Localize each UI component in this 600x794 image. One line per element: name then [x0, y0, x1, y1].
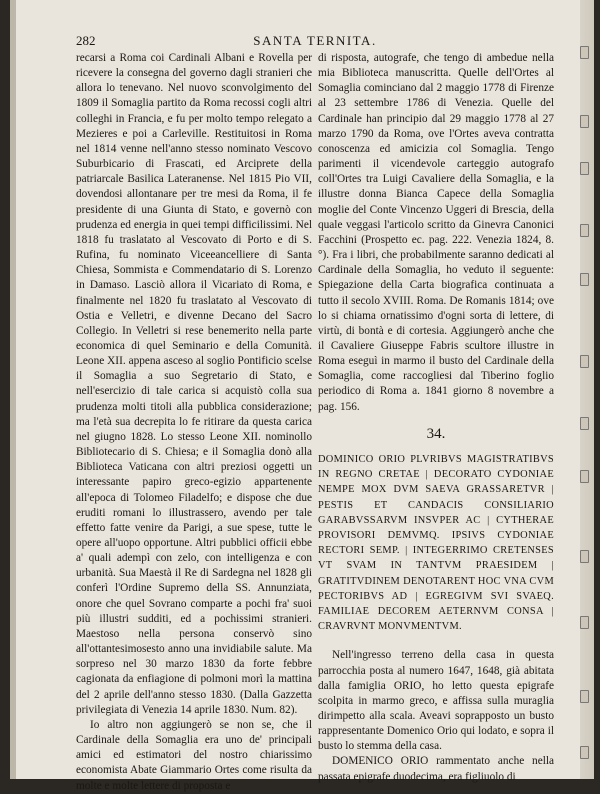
page-gutter: [10, 0, 16, 779]
binding-edge: [580, 0, 594, 779]
right-paragraph-top: di risposta, autografe, che tengo di ambedue nella mia Biblioteca manuscritta. Quelle dell'Ortes al Somaglia cominciano dal 2 maggio 1778 di Firenze al 23 settembre 1786 di Venezia. Quelle del Cardinale han principio dal 29 maggio 1778 al 27 marzo 1790 da Roma, ove l'Ortes aveva contratta conoscenza ed amicizia col Somaglia. Tengo parimenti il vicendevole carteggio autografo coll'Ortes tra Luigi Cavaliere della Somaglia, e la illustre donna Bianca Capece della Somaglia moglie del Conte Vincenzo Uggeri di Brescia, della quale veggasi l'articolo scritto da Ginevra Canonici Facchini (Prospetto ec. pag. 222. Venezia 1824, 8.°). Fra i libri, che probabilmente saranno dedicati al Cardinale della Somaglia, ho veduto il seguente: Spiegazione della Carta biografica continuata a tutto il secolo XVIII. Roma. De Romanis 1814; ove lo si chiama ornatissimo d'ogni sorta di lettere, di virtù, di bontà e di cortesia. Aggiungerò anche che il Cavaliere Giuseppe Fabris scultore illustre in Roma eseguì in marmo il busto del Cardinale della Somaglia, come raccogliesi dal Tiberino foglio periodico di Roma a. 1841 giorno 8 novembre a pag. 156.: [318, 52, 554, 413]
binding-mark: [580, 550, 589, 563]
binding-mark: [580, 162, 589, 175]
left-paragraph-2: Io altro non aggiungerò se non se, che il Cardinale della Somaglia era uno de' principali amici ed estimatori del nostro chiarissimo economista Abate Giammario Ortes come risulta da molte e molte lettere di proposta e: [76, 718, 312, 792]
right-paragraph-2: DOMENICO ORIO rammentato anche nella passata epigrafe duodecima, era figliuolo di: [318, 755, 554, 783]
page-number: 282: [76, 33, 96, 48]
binding-mark: [580, 115, 589, 128]
right-paragraph-1: Nell'ingresso terreno della casa in questa parrocchia posta al numero 1647, 1648, già abitata dalla famiglia ORIO, ho letto questa epigrafe scolpita in marmo greco, e affissa sulla muraglia dirimpetto alla scala. Aveavi soprapposto un busto rappresentante Domenico Orio qui lodato, e sopra il busto lo stemma della casa.: [318, 649, 554, 753]
binding-mark: [580, 355, 589, 368]
binding-mark: [580, 46, 589, 59]
book-page: [10, 0, 594, 792]
running-title: SANTA TERNITA.: [253, 33, 377, 48]
binding-mark: [580, 616, 589, 629]
page-header: [76, 33, 554, 51]
left-column: [76, 51, 312, 794]
binding-mark: [580, 470, 589, 483]
binding-mark: [580, 690, 589, 703]
binding-mark: [580, 224, 589, 237]
binding-mark: [580, 273, 589, 286]
epigraph-inscription: DOMINICO ORIO PLVRIBVS MAGISTRATIBVS IN REGNO CRETAE | DECORATO CYDONIAE NEMPE MOX DVM SAEVA GRASSARETVR | PESTIS ET CANDACIS CONSILIARIO GARABVSSARVM INSVPER AC | CYTHERAE PROVISORI DEMVMQ. IPSIVS CYDONIAE RECTORI SEMP. | INTEGERRIMO CRETENSES VT SVAM IN TANTVM PRAESIDEM | GRATITVDINEM DENOTARENT HOC VNA CVM PECTORIBVS AD | EGREGIVM SVI SVAEQ. FAMILIAE DECOREM AETERNVM CONSA | CRAVRVNT MONVMENTVM.: [318, 453, 554, 633]
section-number: 34.: [426, 425, 446, 442]
binding-mark: [580, 746, 589, 759]
right-column: [318, 51, 554, 785]
binding-mark: [580, 417, 589, 430]
left-paragraph-1: recarsi a Roma coi Cardinali Albani e Rovella per ricevere la consegna del governo dagli stranieri che allora lo tenevano. Nel nuovo sconvolgimento del 1809 il Somaglia partito da Roma recossi cogli altri colleghi in Francia, e fu per molto tempo relegato a Mezieres e poi a Carleville. Restituitosi in Roma nel 1814 venne nell'anno stesso nominato Vescovo Suburbicario di Frascati, ed Arciprete della patriarcale Basilica Lateranense. Nel 1815 Pio VII, dovendosi allontanare per tre mesi da Roma, il fe presidente di una Giunta di Stato, e governò con prudenza ed energia in quei tempi difficilissimi. Nel 1818 fu traslatato al Vescovato di Porto e di S. Rufina, fu nominato Viceeancelliere di Santa Chiesa, Sommista e Commendatario di S. Lorenzo in Damaso. Lasciò allora il Vicariato di Roma, e finalmente nel 1820 fu traslatato al Vescovato di Ostia e Velletri, e divenne Decano del Sacro Collegio. In Velletri si rese benemerito nella parte economica di quel Seminario e della Comunità. Leone XII. appena asceso al soglio Pontificio scelse il Somaglia a suo Segretario di Stato, e nell'esercizio di tale carica si acquistò colla sua prudenza molti titoli alla pubblica considerazione; ma l'età sua decrepita lo fe ritirare da questa carica nel giugno 1828. Lo stesso Leone XII. nominollo Bibliotecario di S. Chiesa; e il Somaglia donò alla Biblioteca Vaticana con altri preziosi oggetti un interessante papiro greco-egizio appartenente all'epoca di Tolomeo Filadelfo; e dispose che due eruditi romani lo illustrassero, avendo per tale effetto fatte venire da Parigi, a sue spese, tutte le opere all'uopo opportune. Altri pubblici officii ebbe a' quali adempì con zelo, con intelligenza e con urbanità. Sua Maestà il Re di Sardegna nel 1828 gli conferì l'Ordine Supremo della SS. Annunziata, onore che quel Sovrano comparte a pochi fra' suoi più illustri sudditi, ed a pochissimi stranieri. Maestoso nella persona conservò sino all'ottantesimosesto anno una invidiabile salute. Ma sorpreso nel 30 marzo 1830 da forte febbre cagionata da enfiagione di polmoni morì la mattina del 2 aprile dell'anno stesso 1830. (Dalla Gazzetta privilegiata di Venezia 14 aprile 1830. Num. 82).: [76, 52, 312, 716]
